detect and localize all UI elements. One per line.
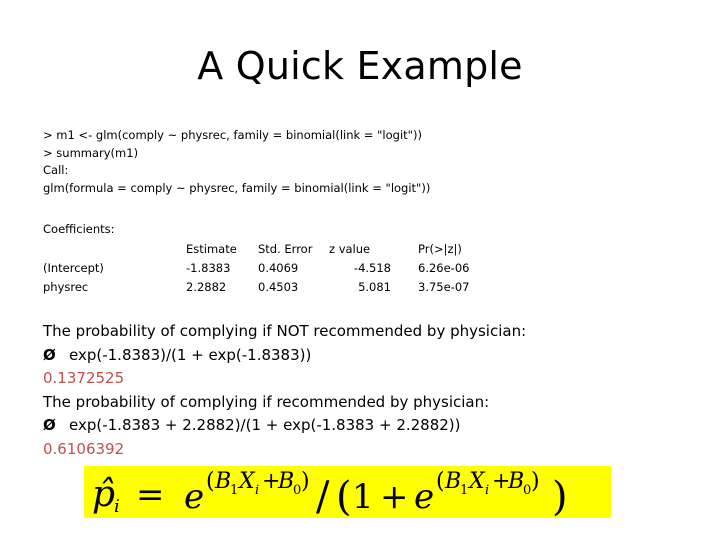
formula-b0-sub-2: 0 (523, 483, 532, 498)
table-row (43, 259, 503, 278)
header-z-value: z value (329, 242, 371, 256)
formula-slash: / (316, 474, 330, 518)
table-header-row (43, 240, 503, 259)
formula-b0-sub: 0 (293, 483, 302, 498)
row-p-value: 6.26e-06 (418, 261, 470, 275)
table-row (43, 278, 503, 297)
bullet-expression (43, 344, 526, 368)
row-std-error: 0.4503 (258, 280, 299, 294)
expression-text: exp(-1.8383 + 2.2882)/(1 + exp(-1.8383 + 2.2882)) (69, 416, 461, 434)
row-std-error: 0.4069 (258, 261, 299, 275)
formula-paren-close: ) (552, 474, 568, 518)
formula-e-2: e (414, 477, 435, 517)
formula-b1-sub-2: 1 (460, 483, 469, 498)
formula-graphic (84, 466, 611, 518)
formula-paren-open: ( (336, 474, 352, 518)
formula-exp-open-2: ( (436, 469, 445, 494)
formula-plus: + (262, 469, 281, 494)
formula-p-hat: p̂ (92, 474, 116, 515)
formula-exp-close-2: ) (531, 469, 540, 494)
code-line: > m1 <- glm(comply ~ physrec, family = binomial(link = "logit")) (43, 128, 422, 142)
expression-text: exp(-1.8383)/(1 + exp(-1.8383)) (69, 345, 312, 364)
explanation-line-recommended: The probability of complying if recommended by physician: (43, 392, 490, 411)
row-p-value: 3.75e-07 (418, 280, 470, 294)
header-estimate: Estimate (186, 242, 237, 256)
formula-one: 1 (352, 477, 374, 517)
formula-b1-2: B (445, 469, 462, 494)
coefficients-label: Coefficients: (43, 222, 115, 236)
formula-b0: B (278, 469, 295, 494)
code-line: Call: (43, 163, 69, 177)
explanation-block (43, 320, 526, 461)
formula-exp-open: ( (206, 469, 215, 494)
formula-x-2: X (469, 469, 485, 494)
formula-b0-2: B (508, 469, 525, 494)
slide-title: A Quick Example (197, 44, 523, 88)
formula-x-sub: i (255, 483, 260, 498)
header-std-error: Std. Error (258, 242, 313, 256)
arrow-bullet-icon: Ø (43, 345, 56, 364)
row-term: (Intercept) (43, 261, 104, 275)
row-estimate: 2.2882 (186, 280, 227, 294)
coefficients-table (43, 240, 503, 297)
row-z-value: -4.518 (353, 261, 391, 275)
formula-b1: B (215, 469, 232, 494)
row-z-value: 5.081 (358, 280, 391, 294)
code-line: glm(formula = comply ~ physrec, family = binomial(link = "logit")) (43, 180, 431, 195)
result-value: 0.1372525 (43, 369, 125, 387)
formula-b1-sub: 1 (230, 483, 239, 498)
result-value: 0.6106392 (43, 439, 125, 458)
arrow-bullet-icon: Ø (43, 416, 56, 434)
formula-x: X (239, 469, 255, 494)
formula-sub-i: i (114, 496, 120, 517)
formula-plus-2: + (380, 477, 409, 517)
row-estimate: -1.8383 (186, 261, 231, 275)
formula-equals: = (136, 475, 165, 515)
row-term: physrec (43, 280, 89, 294)
explanation-line-not-recommended: The probability of complying if NOT recommended by physician: (43, 322, 527, 340)
logistic-formula (84, 466, 611, 518)
formula-exp-close: ) (301, 469, 310, 494)
formula-x-sub-2: i (485, 483, 490, 498)
formula-e: e (184, 477, 205, 517)
bullet-expression (43, 414, 526, 438)
header-p-value: Pr(>|z|) (418, 242, 462, 256)
r-code-block (43, 127, 430, 197)
code-line: > summary(m1) (43, 145, 139, 160)
formula-plus-3: + (492, 469, 511, 494)
